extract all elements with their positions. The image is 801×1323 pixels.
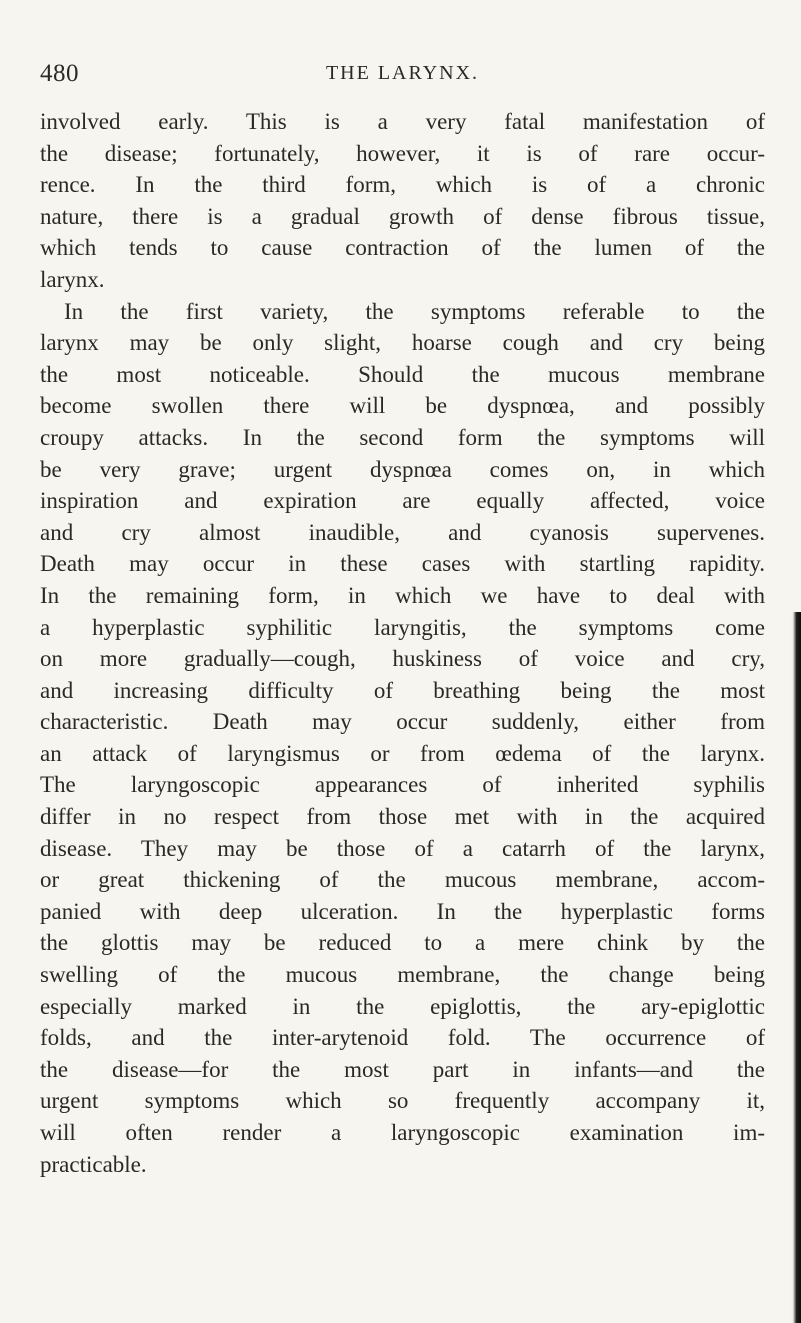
running-head: THE LARYNX.	[325, 62, 480, 84]
text-line: disease. They may be those of a catarrh of the larynx,	[40, 835, 765, 861]
text-line: and cry almost inaudible, and cyanosis supervenes.	[40, 519, 765, 545]
text-line: the most noticeable. Should the mucous membrane	[40, 361, 765, 387]
text-line: on more gradually—cough, huskiness of voice and cry,	[40, 646, 765, 672]
text-line: The laryngoscopic appearances of inherited syphilis	[40, 772, 765, 798]
page-edge-shadow	[791, 612, 801, 1323]
text-line: the disease—for the most part in infants—and the	[40, 1056, 765, 1082]
text-line: panied with deep ulceration. In the hyperplastic forms	[40, 898, 765, 924]
text-line: will often render a laryngoscopic examination im-	[40, 1120, 765, 1145]
text-line: practicable.	[40, 1151, 147, 1177]
page-header	[40, 60, 765, 90]
text-line: larynx.	[40, 266, 105, 292]
text-line: the glottis may be reduced to a mere chink by the	[40, 930, 765, 956]
text-line: rence. In the third form, which is of a chronic	[40, 172, 765, 198]
text-line: swelling of the mucous membrane, the change being	[40, 962, 765, 988]
text-line: inspiration and expiration are equally affected, voice	[40, 488, 765, 514]
text-line: In the first variety, the symptoms referable to the	[64, 298, 765, 324]
text-line: nature, there is a gradual growth of dense fibrous tissue,	[40, 203, 765, 229]
text-line: In the remaining form, in which we have to deal with	[40, 582, 765, 608]
text-line: involved early. This is a very fatal manifestation of	[40, 109, 765, 134]
text-line: an attack of laryngismus or from œdema of the larynx.	[40, 740, 765, 766]
text-line: urgent symptoms which so frequently accompany it,	[40, 1088, 765, 1114]
text-line: larynx may be only slight, hoarse cough and cry being	[40, 330, 765, 356]
text-line: become swollen there will be dyspnœa, and possibly	[40, 393, 765, 419]
text-line: differ in no respect from those met with in the acquired	[40, 804, 765, 830]
text-line: a hyperplastic syphilitic laryngitis, the symptoms come	[40, 614, 765, 640]
text-line: croupy attacks. In the second form the symptoms will	[40, 424, 765, 450]
text-line: characteristic. Death may occur suddenly, either from	[40, 709, 765, 735]
text-line: folds, and the inter-arytenoid fold. The occurrence of	[40, 1025, 765, 1051]
text-line: be very grave; urgent dyspnœa comes on, in which	[40, 456, 765, 482]
text-line: Death may occur in these cases with startling rapidity.	[40, 551, 765, 577]
text-line: and increasing difficulty of breathing being the most	[40, 677, 765, 703]
text-line: which tends to cause contraction of the lumen of the	[40, 235, 765, 261]
page-number: 480	[40, 60, 79, 87]
body-text	[40, 106, 765, 1180]
text-line: or great thickening of the mucous membrane, accom-	[40, 867, 765, 893]
text-line: the disease; fortunately, however, it is of rare occur-	[40, 140, 765, 166]
text-line: especially marked in the epiglottis, the ary-epiglottic	[40, 993, 765, 1019]
